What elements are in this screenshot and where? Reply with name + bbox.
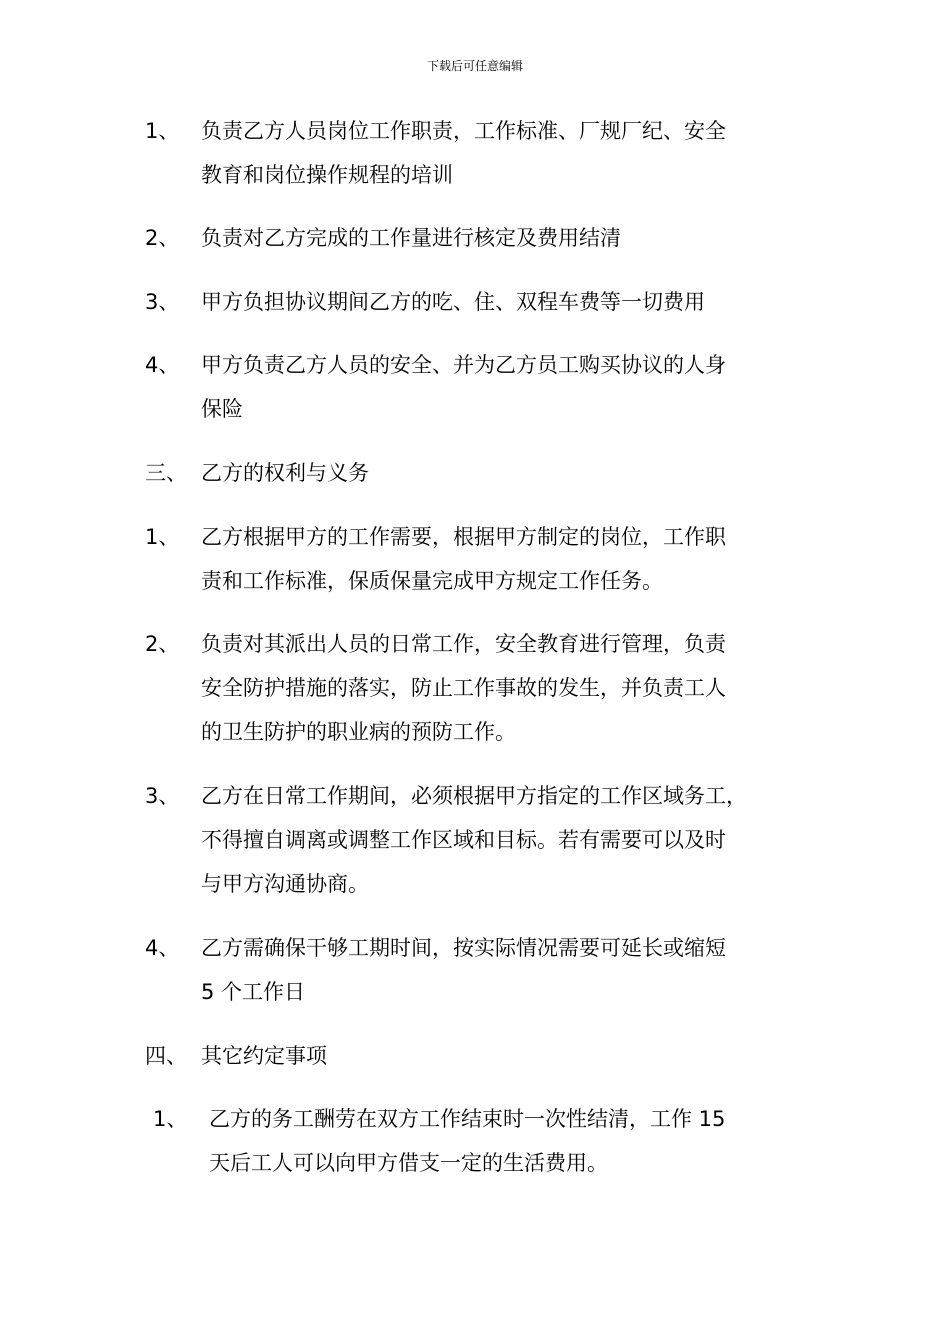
item-line: 乙方需确保干够工期时间，按实际情况需要可延长或缩短 — [201, 936, 726, 960]
list-item — [145, 216, 825, 260]
item-line: 乙方的务工酬劳在双方工作结束时一次性结清，工作 15 — [209, 1107, 726, 1131]
list-item — [145, 774, 825, 906]
list-item — [145, 926, 825, 1014]
item-line: 乙方根据甲方的工作需要，根据甲方制定的岗位，工作职 — [201, 525, 726, 549]
section-number: 四、 — [145, 1044, 187, 1068]
section-heading — [145, 1034, 825, 1078]
section-number: 三、 — [145, 461, 187, 485]
item-line: 的卫生防护的职业病的预防工作。 — [201, 720, 516, 744]
list-item — [145, 515, 825, 603]
list-item — [153, 1097, 833, 1185]
item-line: 甲方负担协议期间乙方的吃、住、双程车费等一切费用 — [201, 290, 705, 314]
item-number: 3、 — [145, 290, 180, 314]
list-item — [145, 622, 825, 754]
item-number: 3、 — [145, 784, 180, 808]
item-line: 负责对乙方完成的工作量进行核定及费用结清 — [201, 226, 621, 250]
item-number: 1、 — [153, 1107, 188, 1131]
page-header: 下载后可任意编辑 — [426, 59, 523, 73]
item-number: 4、 — [145, 936, 180, 960]
item-number: 1、 — [145, 119, 180, 143]
item-line: 不得擅自调离或调整工作区域和目标。若有需要可以及时 — [201, 828, 726, 852]
item-number: 2、 — [145, 632, 180, 656]
list-item — [145, 280, 825, 324]
item-line: 负责对其派出人员的日常工作，安全教育进行管理，负责 — [201, 632, 726, 656]
item-number: 4、 — [145, 353, 180, 377]
section-heading — [145, 451, 825, 495]
item-line: 与甲方沟通协商。 — [201, 872, 369, 896]
item-line: 负责乙方人员岗位工作职责，工作标准、厂规厂纪、安全 — [201, 119, 726, 143]
section-title: 其它约定事项 — [201, 1044, 327, 1068]
item-line: 乙方在日常工作期间，必须根据甲方指定的工作区域务工， — [201, 784, 747, 808]
item-line: 5 个工作日 — [201, 980, 306, 1004]
item-line: 天后工人可以向甲方借支一定的生活费用。 — [209, 1151, 608, 1175]
item-line: 安全防护措施的落实，防止工作事故的发生，并负责工人 — [201, 676, 726, 700]
item-number: 1、 — [145, 525, 180, 549]
item-line: 教育和岗位操作规程的培训 — [201, 163, 453, 187]
item-line: 保险 — [201, 397, 243, 421]
item-line: 甲方负责乙方人员的安全、并为乙方员工购买协议的人身 — [201, 353, 726, 377]
item-number: 2、 — [145, 226, 180, 250]
list-item — [145, 343, 825, 431]
item-line: 责和工作标准，保质保量完成甲方规定工作任务。 — [201, 569, 663, 593]
list-item — [145, 109, 825, 197]
section-title: 乙方的权利与义务 — [201, 461, 369, 485]
